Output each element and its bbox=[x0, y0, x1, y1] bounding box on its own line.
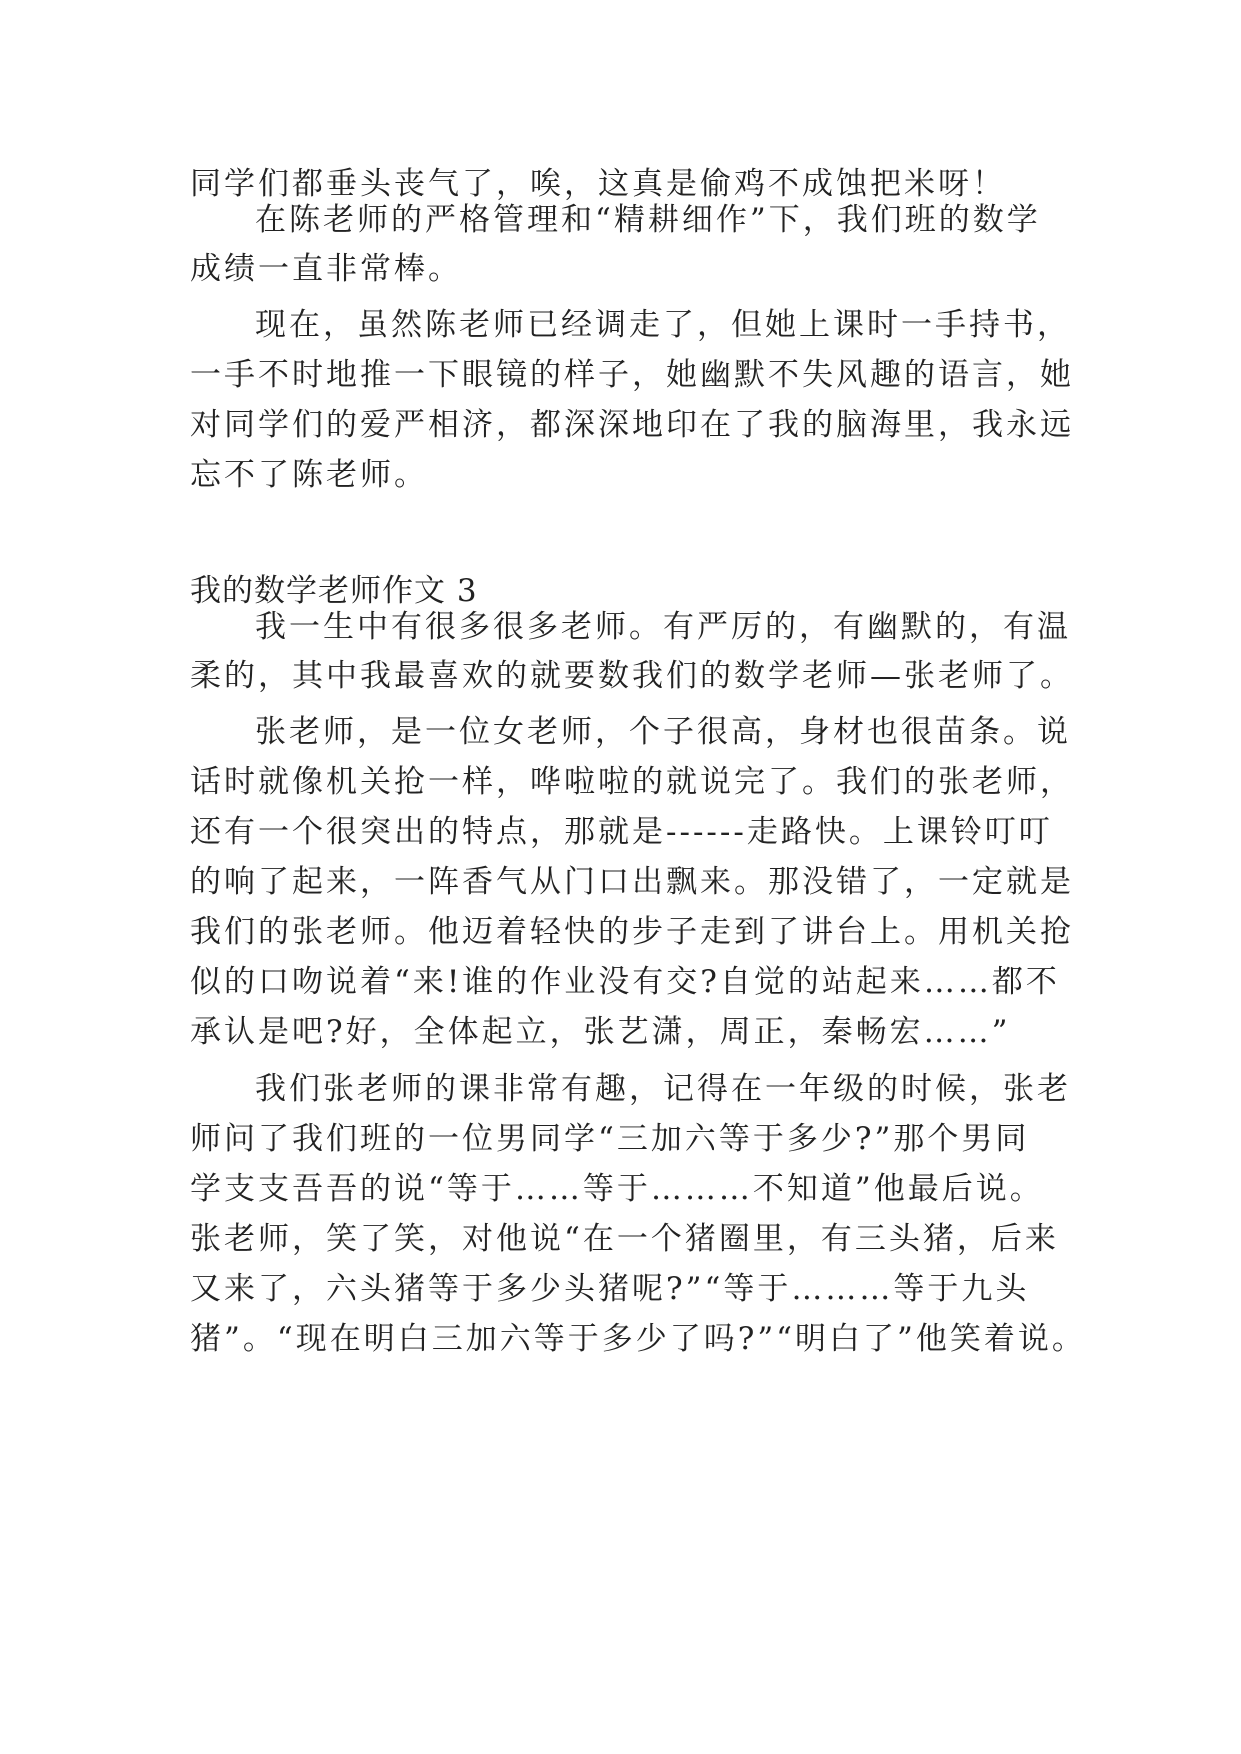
paragraph-line: 我一生中有很多很多老师。有严厉的，有幽默的，有温 bbox=[255, 609, 1071, 645]
paragraph-line: 现在，虽然陈老师已经调走了，但她上课时一手持书， bbox=[255, 307, 1071, 343]
paragraph-line: 成绩一直非常棒。 bbox=[190, 251, 462, 287]
paragraph-line: 似的口吻说着“来!谁的作业没有交?自觉的站起来……都不 bbox=[190, 964, 1060, 1000]
paragraph-line: 师问了我们班的一位男同学“三加六等于多少?”那个男同 bbox=[190, 1121, 1030, 1157]
paragraph-line: 的响了起来，一阵香气从门口出飘来。那没错了，一定就是 bbox=[190, 864, 1074, 900]
paragraph-line: 话时就像机关抢一样，哗啦啦的就说完了。我们的张老师， bbox=[190, 764, 1074, 800]
paragraph-line: 我们张老师的课非常有趣，记得在一年级的时候，张老 bbox=[255, 1071, 1071, 1107]
paragraph-line: 忘不了陈老师。 bbox=[190, 457, 428, 493]
paragraph-line: 张老师，笑了笑，对他说“在一个猪圈里，有三头猪，后来 bbox=[190, 1221, 1059, 1257]
paragraph-line: 一手不时地推一下眼镜的样子，她幽默不失风趣的语言，她 bbox=[190, 357, 1074, 393]
paragraph-line: 猪”。“现在明白三加六等于多少了吗?”“明白了”他笑着说。 bbox=[190, 1321, 1086, 1357]
paragraph-line: 在陈老师的严格管理和“精耕细作”下，我们班的数学 bbox=[255, 202, 1041, 238]
paragraph-line: 学支支吾吾的说“等于……等于………不知道”他最后说。 bbox=[190, 1171, 1044, 1207]
paragraph-line: 承认是吧?好，全体起立，张艺潇，周正，秦畅宏……” bbox=[190, 1014, 1011, 1050]
section-title: 我的数学老师作文 3 bbox=[190, 573, 478, 609]
paragraph-line: 我们的张老师。他迈着轻快的步子走到了讲台上。用机关抢 bbox=[190, 914, 1074, 950]
paragraph-line: 柔的，其中我最喜欢的就要数我们的数学老师—张老师了。 bbox=[190, 658, 1074, 694]
paragraph-line: 还有一个很突出的特点，那就是------走路快。上课铃叮叮 bbox=[190, 814, 1053, 850]
paragraph-line: 同学们都垂头丧气了，唉，这真是偷鸡不成蚀把米呀！ bbox=[190, 166, 1006, 202]
paragraph-line: 又来了，六头猪等于多少头猪呢?”“等于………等于九头 bbox=[190, 1271, 1030, 1307]
paragraph-line: 张老师，是一位女老师，个子很高，身材也很苗条。说 bbox=[255, 714, 1071, 750]
paragraph-line: 对同学们的爱严相济，都深深地印在了我的脑海里，我永远 bbox=[190, 407, 1074, 443]
